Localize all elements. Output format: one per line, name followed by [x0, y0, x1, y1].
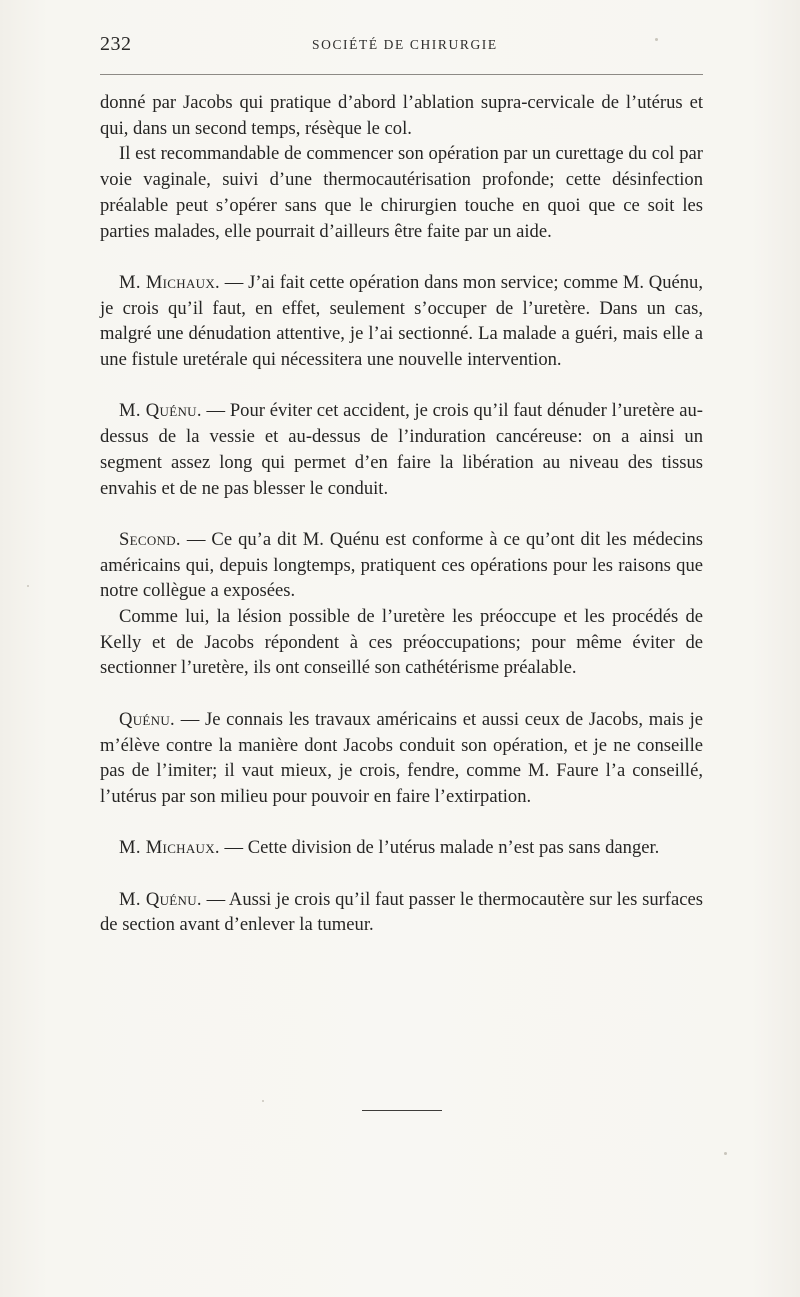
- paragraph-text: Comme lui, la lésion possible de l’uretère les préoccupe et les procédés de Kelly et de Jacobs répondent à ces préoccupations; pour même éviter de sectionner l’uretère, ils ont conseillé son cathétérisme préalable.: [100, 606, 703, 679]
- speaker-name: Second.: [119, 528, 181, 550]
- speaker-name: M. Quénu.: [119, 888, 202, 910]
- paragraph-text: — Aussi je crois qu’il faut passer le thermocautère sur les surfaces de section avant d’enlever la tumeur.: [100, 888, 703, 936]
- paragraph-second-2: [100, 604, 703, 681]
- speaker-name: M. Michaux.: [119, 271, 220, 293]
- speaker-name: M. Michaux.: [119, 837, 220, 859]
- body-text: [100, 90, 703, 938]
- paper-speck: [262, 1100, 264, 1102]
- paragraph-michaux-2: [100, 835, 703, 861]
- paragraph-michaux-1: [100, 270, 703, 373]
- paragraph-text: — Je connais les travaux américains et aussi ceux de Jacobs, mais je m’élève contre la manière dont Jacobs conduit son opération, et je ne conseille pas de l’imiter; il vaut mieux, je crois, fendre, comme M. Faure l’a conseillé, l’utérus par son milieu pour pouvoir en faire l’extirpation.: [100, 708, 703, 807]
- paragraph-text: — J’ai fait cette opération dans mon service; comme M. Quénu, je crois qu’il faut, en effet, seulement s’occuper de l’uretère. Dans un cas, malgré une dénudation attentive, je l’ai sectionné. La malade a guéri, mais elle a une fistule uretérale qui nécessitera une nouvelle intervention.: [100, 271, 703, 371]
- paragraph-text: — Cette division de l’utérus malade n’est pas sans danger.: [219, 837, 660, 859]
- paragraph-text: donné par Jacobs qui pratique d’abord l’ablation supra-cervicale de l’utérus et qui, dans un second temps, résèque le col.: [100, 92, 703, 139]
- speaker-name: Quénu.: [119, 708, 175, 730]
- running-head: SOCIÉTÉ DE CHIRURGIE: [312, 37, 498, 52]
- paragraph-recommendation: [100, 141, 703, 244]
- speaker-name: M. Quénu.: [119, 400, 202, 422]
- paragraph-text: — Ce qu’a dit M. Quénu est conforme à ce qu’ont dit les médecins américains qui, depuis longtemps, pratiquent ces opérations pour les raisons que notre collègue a exposées.: [100, 528, 703, 602]
- page-header: [100, 33, 703, 63]
- paragraph-quenu-1: [100, 398, 703, 501]
- paragraph-text: — Pour éviter cet accident, je crois qu’il faut dénuder l’uretère au-dessus de la vessie et au-dessus de l’induration cancéreuse: on a ainsi un segment assez long qui permet d’en faire la libération au niveau des tissus envahis et de ne pas blesser le conduit.: [100, 400, 703, 499]
- paragraph-text: Il est recommandable de commencer son opération par un curettage du col par voie vaginale, suivi d’une thermocautérisation profonde; cette désinfection préalable peut s’opérer sans que le chirurgien touche en quoi que ce soit les parties malades, elle pourrait d’ailleurs être faite par un aide.: [100, 143, 703, 242]
- paper-speck: [27, 585, 29, 587]
- paper-speck: [724, 1152, 727, 1155]
- paragraph-second-1: [100, 527, 703, 604]
- paper-speck: [655, 38, 658, 41]
- paragraph-quenu-2: [100, 707, 703, 810]
- paragraph-continuation: [100, 90, 703, 141]
- page-number: 232: [100, 33, 132, 55]
- paragraph-quenu-3: [100, 887, 703, 938]
- section-end-rule: [362, 1110, 442, 1111]
- header-rule: [100, 74, 703, 75]
